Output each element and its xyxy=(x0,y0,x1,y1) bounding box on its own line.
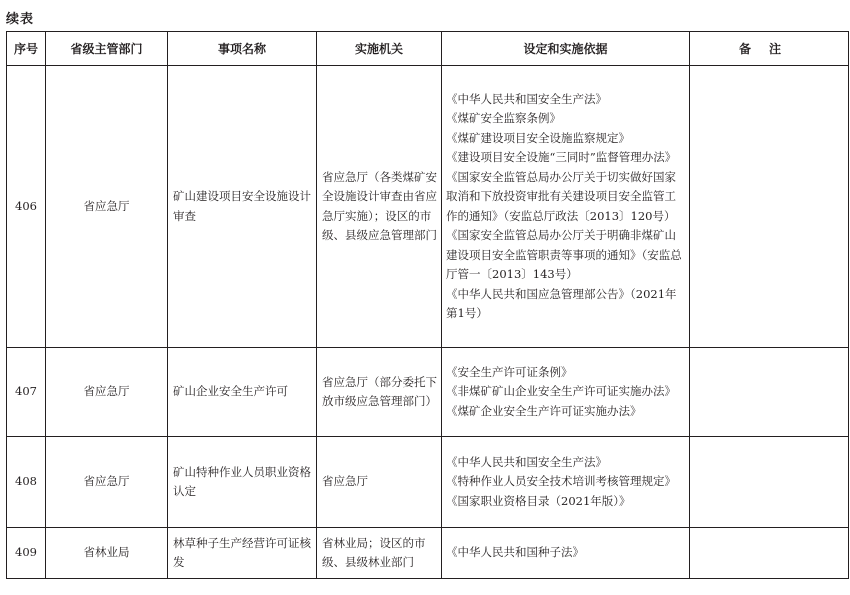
table-row xyxy=(7,437,849,528)
cell-no: 408 xyxy=(7,437,46,528)
table-row xyxy=(7,66,849,348)
cell-item: 矿山特种作业人员职业资格认定 xyxy=(168,437,317,528)
basis-entry: 《中华人民共和国应急管理部公告》（2021年第1号） xyxy=(446,286,677,320)
cell-basis xyxy=(442,528,690,579)
cell-dept: 省林业局 xyxy=(46,528,168,579)
header-basis: 设定和实施依据 xyxy=(442,32,690,66)
basis-entry: 《中华人民共和国种子法》 xyxy=(446,545,584,560)
cell-note xyxy=(690,66,849,348)
continued-label: 续表 xyxy=(6,12,35,27)
basis-entry: 《安全生产许可证条例》 xyxy=(446,364,573,379)
header-item: 事项名称 xyxy=(168,32,317,66)
cell-note xyxy=(690,437,849,528)
table-header-row xyxy=(7,32,849,66)
basis-entry: 《煤矿安全监察条例》 xyxy=(446,111,561,125)
cell-no: 409 xyxy=(7,528,46,579)
basis-entry: 《煤矿建设项目安全设施监察规定》 xyxy=(446,130,630,145)
cell-agency: 省林业局；设区的市级、县级林业部门 xyxy=(317,528,442,579)
cell-item: 矿山建设项目安全设施设计审查 xyxy=(168,66,317,348)
basis-entry: 《国家安全监管总局办公厅关于切实做好国家取消和下放投资审批有关建设项目安全监管工作的通知》（安监总厅政法〔2013〕120号） xyxy=(446,169,676,223)
table-row xyxy=(7,348,849,437)
cell-basis xyxy=(442,66,690,348)
cell-basis xyxy=(442,437,690,528)
cell-agency: 省应急厅（部分委托下放市级应急管理部门） xyxy=(317,348,442,437)
table-row xyxy=(7,528,849,579)
basis-entry: 《建设项目安全设施“三同时”监督管理办法》 xyxy=(446,150,677,164)
cell-item: 矿山企业安全生产许可 xyxy=(168,348,317,437)
basis-entry: 《国家职业资格目录（2021年版）》 xyxy=(446,493,631,508)
licensing-items-table xyxy=(6,31,849,579)
cell-no: 407 xyxy=(7,348,46,437)
cell-basis xyxy=(442,348,690,437)
cell-note xyxy=(690,528,849,579)
basis-entry: 《国家安全监管总局办公厅关于明确非煤矿山建设项目安全监管职责等事项的通知》（安监总厅管一〔2013〕143号） xyxy=(446,228,682,281)
header-note: 备注 xyxy=(690,32,849,66)
cell-agency: 省应急厅 xyxy=(317,437,442,528)
basis-entry: 《特种作业人员安全技术培训考核管理规定》 xyxy=(446,474,676,489)
cell-dept: 省应急厅 xyxy=(46,437,168,528)
cell-note xyxy=(690,348,849,437)
basis-entry: 《非煤矿矿山企业安全生产许可证实施办法》 xyxy=(446,384,676,399)
cell-item: 林草种子生产经营许可证核发 xyxy=(168,528,317,579)
basis-entry: 《中华人民共和国安全生产法》 xyxy=(446,454,607,469)
cell-dept: 省应急厅 xyxy=(46,348,168,437)
header-agency: 实施机关 xyxy=(317,32,442,66)
cell-agency: 省应急厅（各类煤矿安全设施设计审查由省应急厅实施）；设区的市级、县级应急管理部门 xyxy=(317,66,442,348)
basis-entry: 《煤矿企业安全生产许可证实施办法》 xyxy=(446,403,642,418)
cell-no: 406 xyxy=(7,66,46,348)
header-dept: 省级主管部门 xyxy=(46,32,168,66)
cell-dept: 省应急厅 xyxy=(46,66,168,348)
header-no: 序号 xyxy=(7,32,46,66)
basis-entry: 《中华人民共和国安全生产法》 xyxy=(446,91,607,106)
